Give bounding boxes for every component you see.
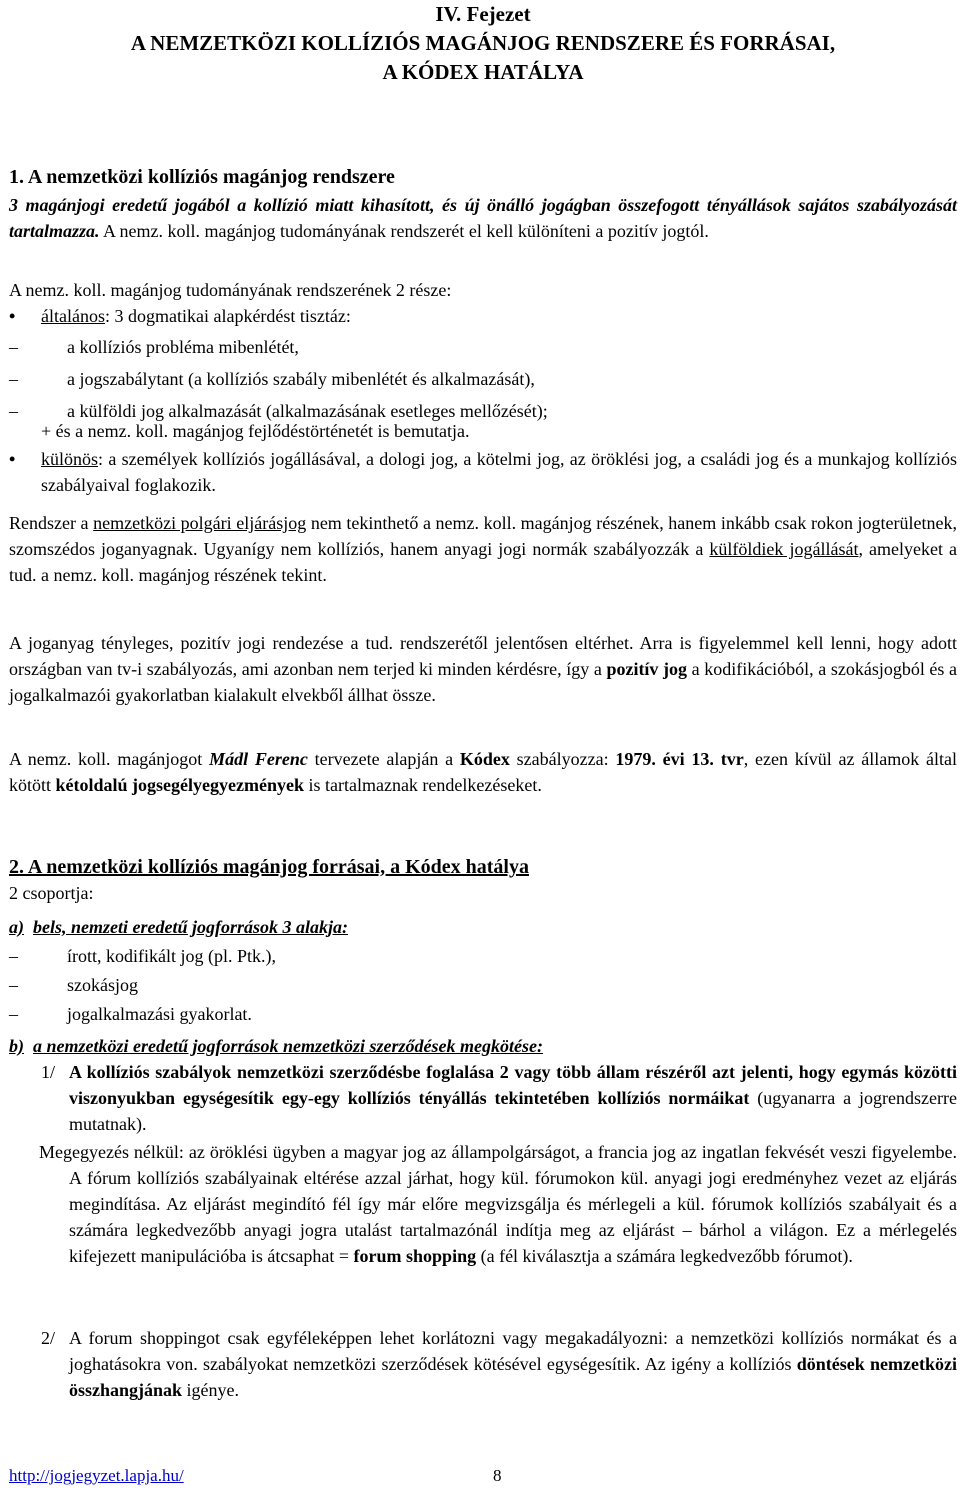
page-number: 8	[493, 1466, 502, 1485]
section1-heading: 1. A nemzetközi kollíziós magánjog rendszere	[9, 166, 395, 188]
section1-intro	[9, 192, 957, 244]
page-footer	[9, 1466, 957, 1486]
group-a-heading: a) bels, nemzeti eredetű jogforrások 3 alakja:	[9, 917, 348, 937]
special-bullet: • különös: a személyek kollíziós jogállásával, a dologi jog, a kötelmi jog, az öröklési jog, a családi jog és a munkajog kollíziós szabályaival foglakozik.	[9, 446, 957, 498]
dash-icon: –	[9, 337, 18, 357]
megegyezes-paragraph: Megegyezés nélkül: az öröklési ügyben a magyar jog az állampolgárságot, a francia jog az ingatlan fekvését veszi figyelembe. A fórum kollíziós szabályainak eltérése azzal járhat, hogy kül. fórumokon kül. anyagi jogi eredményhez vezet az eljárás megindítása. Az eljárást megindító fél így már előre megvizsgálja és mérlegeli a kül. fórumok kollíziós szabályait és a számára legkedvezőbb anyagi jogra utalást tartalmazónál indítja meg az eljárást – bárhol a világon. Ez a mérlegelés kifejezett manipulációba is átcsaphat = forum shopping (a fél kiválasztja a számára legkedvezőbb fórumot).	[39, 1142, 957, 1266]
dash-icon: –	[9, 401, 18, 421]
bullet-icon: •	[9, 306, 16, 326]
list-item: – jogalkalmazási gyakorlat.	[9, 1001, 957, 1030]
item-number: 1/	[41, 1062, 56, 1082]
groups-line: 2 csoportja:	[9, 883, 94, 903]
dash-icon: –	[9, 1004, 18, 1024]
paragraph-positive-law: A joganyag tényleges, pozitív jogi rendezése a tud. rendszerétől jelentősen eltérhet. Arra is figyelemmel kell lenni, hogy adott országban van tv-i szabályozás, ami azonban nem terjed ki minden kérdésre, így a pozitív jog a kodifikációból, a szokásjogból és a jogalkalmazói gyakorlatban kialakult elvekből állhat össze.	[9, 633, 957, 705]
paragraph-system: Rendszer a nemzetközi polgári eljárásjog nem tekinthető a nemz. koll. magánjog részének, hanem inkább csak rokon jogterületnek, szomszédos joganyagnak. Ugyanígy nem kollíziós, hanem anyagi jogi normák szabályozzák a külföldiek jogállását, amelyeket a tud. a nemz. koll. magánjog részének tekint.	[9, 513, 958, 585]
general-label: általános	[41, 306, 105, 326]
special-label: különös	[41, 449, 99, 469]
chapter-title-line2: A KÓDEX HATÁLYA	[382, 60, 584, 84]
bullet-icon: •	[9, 449, 16, 469]
dash-icon: –	[9, 975, 18, 995]
intro-rest: A nemz. koll. magánjog tudományának rendszerét el kell különíteni a pozitív jogtól.	[99, 221, 709, 241]
intro-italic: 3 magánjogi eredetű jogából a kollízió miatt kihasított, és új önálló jogágban összefogott tényállások sajátos szabályozását tartalmazza.	[9, 195, 957, 241]
general-bullet: • általános: 3 dogmatikai alapkérdést tisztáz:	[9, 303, 957, 329]
list-item: – a jogszabálytant (a kollíziós szabály mibenlétét és alkalmazását),	[9, 366, 957, 398]
chapter-title	[9, 0, 957, 87]
item-number: 2/	[41, 1328, 56, 1348]
chapter-title-line1: A NEMZETKÖZI KOLLÍZIÓS MAGÁNJOG RENDSZERE ÉS FORRÁSAI,	[130, 31, 836, 55]
list-item: – szokásjog	[9, 972, 957, 1001]
footer-link[interactable]: http://jogjegyzet.lapja.hu/	[9, 1466, 184, 1485]
group-a-list	[9, 943, 957, 1030]
dash-icon: –	[9, 946, 18, 966]
plus-line: + és a nemz. koll. magánjog fejlődéstörténetét is bemutatja.	[41, 421, 470, 441]
list-item: – írott, kodifikált jog (pl. Ptk.),	[9, 943, 957, 972]
item-2: 2/ A forum shoppingot csak egyféleképpen lehet korlátozni vagy megakadályozni: a nemzetközi kollíziós normákat és a joghatásokra von. szabályokat nemzetközi szerződések kötésével egységesítik. Az igény a kollíziós döntések nemzetközi összhangjának igénye.	[9, 1325, 957, 1403]
item-1: 1/ A kollíziós szabályok nemzetközi szerződésbe foglalása 2 vagy több állam részéről azt jelenti, hogy egymás közötti viszonyukban egységesítik egy-egy kollíziós tényállás tekintetében kollíziós normáikat (ugyanarra a jogrendszerre mutatnak).	[9, 1059, 957, 1137]
group-b-heading: b) a nemzetközi eredetű jogforrások nemzetközi szerződések megkötése:	[9, 1036, 543, 1056]
dash-icon: –	[9, 369, 18, 389]
list-item: – a kollíziós probléma mibenlétét,	[9, 334, 957, 366]
list-item: – a külföldi jog alkalmazását (alkalmazásának esetleges mellőzését);	[9, 398, 957, 430]
section2-heading: 2. A nemzetközi kollíziós magánjog forrásai, a Kódex hatálya	[9, 856, 529, 878]
paragraph-kodex: A nemz. koll. magánjogot Mádl Ferenc tervezete alapján a Kódex szabályozza: 1979. évi 13. tvr, ezen kívül az államok által kötött kétoldalú jogsegélyegyezmények is tartalmaznak rendelkezéseket.	[9, 749, 957, 795]
chapter-number: IV. Fejezet	[435, 2, 531, 26]
parts-intro: A nemz. koll. magánjog tudományának rendszerének 2 része:	[9, 280, 452, 300]
dash-list	[9, 334, 957, 430]
